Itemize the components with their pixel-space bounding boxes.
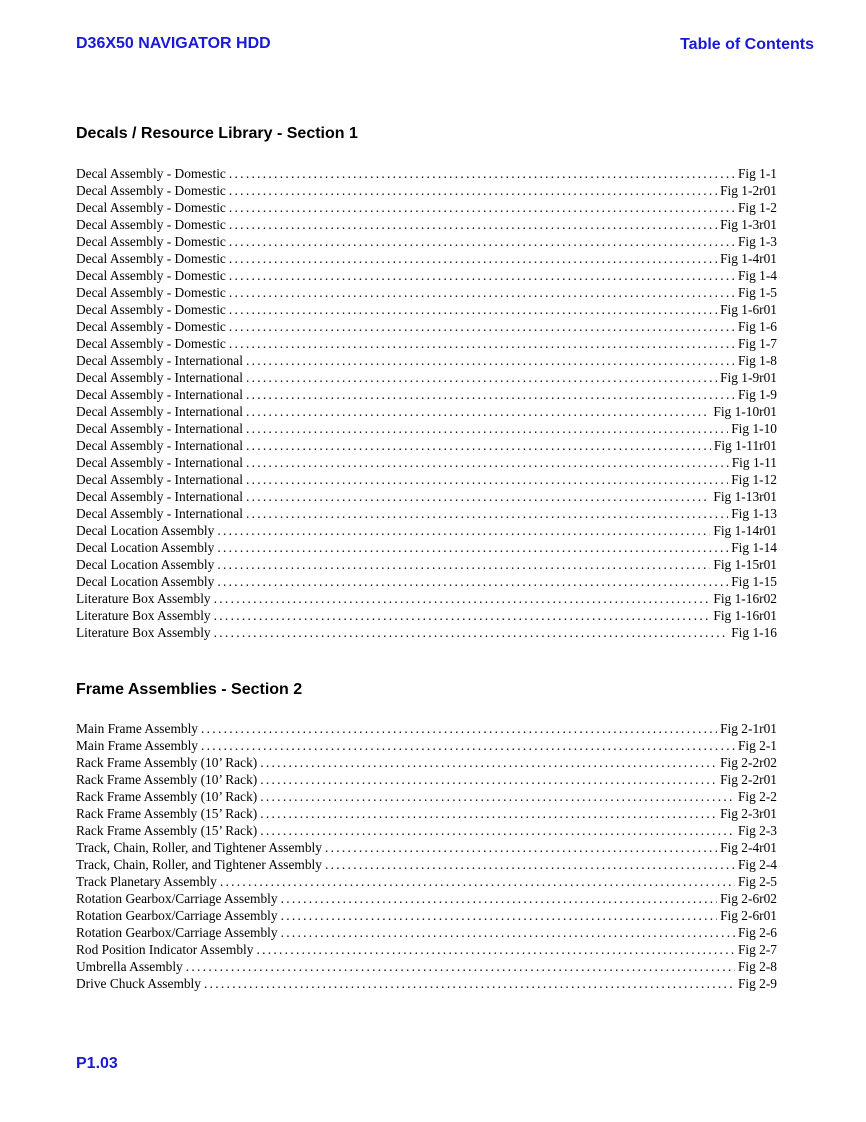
toc-dot-leader — [214, 590, 711, 607]
toc-dot-leader — [256, 941, 735, 958]
section-1-toc-list — [76, 165, 777, 641]
toc-entry-label: Literature Box Assembly — [76, 625, 211, 640]
toc-entry-figure-ref: Fig 1-11r01 — [713, 438, 777, 453]
toc-dot-leader — [229, 165, 735, 182]
toc-entry-figure-ref: Fig 2-6r01 — [720, 908, 777, 923]
toc-entry-label: Decal Location Assembly — [76, 557, 215, 572]
toc-entry[interactable] — [76, 522, 777, 539]
toc-dot-leader — [229, 182, 717, 199]
toc-entry[interactable] — [76, 805, 777, 822]
toc-entry-figure-ref: Fig 1-13 — [731, 506, 777, 521]
toc-entry-figure-ref: Fig 1-3r01 — [720, 217, 777, 232]
toc-entry-figure-ref: Fig 2-9 — [737, 976, 777, 991]
toc-entry-figure-ref: Fig 1-16r02 — [713, 591, 777, 606]
section-2-toc-list — [76, 720, 777, 992]
document-title: D36X50 NAVIGATOR HDD — [76, 35, 271, 52]
toc-entry-figure-ref: Fig 1-1 — [737, 166, 777, 181]
toc-dot-leader — [246, 420, 728, 437]
toc-entry[interactable] — [76, 488, 777, 505]
toc-dot-leader — [246, 403, 710, 420]
toc-entry[interactable] — [76, 454, 777, 471]
toc-entry-figure-ref: Fig 1-2 — [737, 200, 777, 215]
toc-entry[interactable] — [76, 335, 777, 352]
toc-entry[interactable] — [76, 556, 777, 573]
toc-entry-figure-ref: Fig 2-7 — [737, 942, 777, 957]
toc-entry-label: Track, Chain, Roller, and Tightener Assembly — [76, 857, 322, 872]
toc-entry-label: Decal Assembly - International — [76, 506, 243, 521]
toc-entry-label: Rack Frame Assembly (15’ Rack) — [76, 806, 258, 821]
toc-entry[interactable] — [76, 907, 777, 924]
toc-dot-leader — [246, 488, 710, 505]
toc-entry-label: Decal Assembly - International — [76, 404, 243, 419]
toc-entry-figure-ref: Fig 1-4r01 — [720, 251, 777, 266]
toc-entry-figure-ref: Fig 2-2r01 — [720, 772, 777, 787]
toc-dot-leader — [229, 199, 735, 216]
toc-entry-label: Rack Frame Assembly (10’ Rack) — [76, 789, 258, 804]
toc-entry[interactable] — [76, 165, 777, 182]
toc-entry-label: Decal Assembly - International — [76, 353, 243, 368]
toc-entry-figure-ref: Fig 2-5 — [737, 874, 777, 889]
toc-entry-label: Drive Chuck Assembly — [76, 976, 201, 991]
toc-entry-figure-ref: Fig 1-14r01 — [713, 523, 777, 538]
toc-entry-figure-ref: Fig 1-9 — [737, 387, 777, 402]
toc-dot-leader — [229, 318, 735, 335]
toc-dot-leader — [281, 907, 718, 924]
toc-entry-figure-ref: Fig 1-11 — [731, 455, 777, 470]
toc-entry-figure-ref: Fig 1-10 — [731, 421, 777, 436]
toc-entry-figure-ref: Fig 1-15r01 — [713, 557, 777, 572]
toc-entry[interactable] — [76, 754, 777, 771]
toc-dot-leader — [201, 737, 735, 754]
toc-entry[interactable] — [76, 720, 777, 737]
toc-entry-label: Decal Assembly - International — [76, 455, 243, 470]
toc-entry-figure-ref: Fig 1-15 — [731, 574, 777, 589]
toc-entry-figure-ref: Fig 2-6r02 — [720, 891, 777, 906]
toc-entry-label: Decal Assembly - Domestic — [76, 336, 226, 351]
toc-entry[interactable] — [76, 369, 777, 386]
toc-entry-label: Decal Location Assembly — [76, 540, 215, 555]
toc-entry-label: Decal Assembly - Domestic — [76, 268, 226, 283]
toc-dot-leader — [217, 539, 728, 556]
toc-entry-label: Umbrella Assembly — [76, 959, 183, 974]
toc-entry[interactable] — [76, 420, 777, 437]
toc-dot-leader — [246, 352, 735, 369]
toc-dot-leader — [281, 890, 718, 907]
toc-entry[interactable] — [76, 284, 777, 301]
toc-dot-leader — [260, 788, 735, 805]
toc-entry-label: Decal Assembly - International — [76, 387, 243, 402]
toc-entry-label: Decal Assembly - Domestic — [76, 251, 226, 266]
toc-entry-figure-ref: Fig 2-4r01 — [720, 840, 777, 855]
toc-entry[interactable] — [76, 590, 777, 607]
toc-entry[interactable] — [76, 301, 777, 318]
toc-entry[interactable] — [76, 437, 777, 454]
toc-entry[interactable] — [76, 941, 777, 958]
toc-entry[interactable] — [76, 624, 777, 641]
toc-dot-leader — [246, 505, 728, 522]
section-2-title: Frame Assemblies - Section 2 — [76, 681, 303, 698]
toc-dot-leader — [229, 335, 735, 352]
toc-entry[interactable] — [76, 386, 777, 403]
toc-dot-leader — [246, 437, 711, 454]
toc-entry[interactable] — [76, 737, 777, 754]
toc-entry[interactable] — [76, 250, 777, 267]
toc-entry[interactable] — [76, 856, 777, 873]
toc-entry-label: Literature Box Assembly — [76, 591, 211, 606]
toc-dot-leader — [217, 573, 728, 590]
toc-entry-label: Main Frame Assembly — [76, 721, 198, 736]
toc-entry-label: Decal Location Assembly — [76, 574, 215, 589]
toc-entry[interactable] — [76, 182, 777, 199]
toc-entry-label: Rotation Gearbox/Carriage Assembly — [76, 908, 278, 923]
toc-entry-label: Main Frame Assembly — [76, 738, 198, 753]
toc-entry[interactable] — [76, 505, 777, 522]
toc-entry-figure-ref: Fig 1-10r01 — [713, 404, 777, 419]
toc-entry-label: Decal Assembly - Domestic — [76, 302, 226, 317]
toc-entry-label: Rod Position Indicator Assembly — [76, 942, 254, 957]
toc-entry[interactable] — [76, 771, 777, 788]
toc-entry-figure-ref: Fig 2-2 — [737, 789, 777, 804]
toc-entry[interactable] — [76, 352, 777, 369]
toc-entry[interactable] — [76, 403, 777, 420]
toc-entry[interactable] — [76, 471, 777, 488]
toc-dot-leader — [325, 856, 735, 873]
toc-entry[interactable] — [76, 822, 777, 839]
toc-dot-leader — [217, 556, 710, 573]
toc-entry-figure-ref: Fig 2-2r02 — [720, 755, 777, 770]
toc-dot-leader — [229, 267, 735, 284]
toc-dot-leader — [260, 754, 717, 771]
toc-entry[interactable] — [76, 788, 777, 805]
toc-entry-figure-ref: Fig 1-9r01 — [720, 370, 777, 385]
toc-dot-leader — [229, 250, 717, 267]
toc-entry-label: Track Planetary Assembly — [76, 874, 217, 889]
page-number: P1.03 — [76, 1055, 118, 1072]
toc-entry-label: Track, Chain, Roller, and Tightener Assembly — [76, 840, 322, 855]
toc-entry[interactable] — [76, 233, 777, 250]
toc-entry-label: Decal Assembly - Domestic — [76, 285, 226, 300]
toc-dot-leader — [214, 607, 711, 624]
toc-entry-figure-ref: Fig 1-5 — [737, 285, 777, 300]
toc-entry[interactable] — [76, 839, 777, 856]
toc-entry-figure-ref: Fig 1-4 — [737, 268, 777, 283]
toc-entry-label: Decal Assembly - International — [76, 472, 243, 487]
toc-dot-leader — [220, 873, 735, 890]
toc-entry[interactable] — [76, 873, 777, 890]
toc-entry-figure-ref: Fig 1-13r01 — [713, 489, 777, 504]
toc-entry-figure-ref: Fig 2-3 — [737, 823, 777, 838]
toc-entry[interactable] — [76, 539, 777, 556]
toc-entry-figure-ref: Fig 1-6r01 — [720, 302, 777, 317]
toc-dot-leader — [229, 284, 735, 301]
toc-entry[interactable] — [76, 958, 777, 975]
section-1-title: Decals / Resource Library - Section 1 — [76, 125, 358, 142]
toc-entry-label: Decal Assembly - Domestic — [76, 319, 226, 334]
toc-entry-figure-ref: Fig 1-8 — [737, 353, 777, 368]
toc-entry-figure-ref: Fig 1-3 — [737, 234, 777, 249]
toc-entry-label: Decal Assembly - International — [76, 421, 243, 436]
toc-entry-label: Decal Location Assembly — [76, 523, 215, 538]
toc-entry-label: Decal Assembly - Domestic — [76, 217, 226, 232]
toc-entry-label: Decal Assembly - Domestic — [76, 183, 226, 198]
toc-dot-leader — [246, 369, 717, 386]
toc-entry[interactable] — [76, 199, 777, 216]
toc-entry-label: Rack Frame Assembly (10’ Rack) — [76, 772, 258, 787]
toc-entry-label: Rotation Gearbox/Carriage Assembly — [76, 891, 278, 906]
toc-entry[interactable] — [76, 573, 777, 590]
toc-entry-label: Rack Frame Assembly (15’ Rack) — [76, 823, 258, 838]
toc-entry-figure-ref: Fig 1-7 — [737, 336, 777, 351]
toc-entry-label: Decal Assembly - Domestic — [76, 200, 226, 215]
toc-dot-leader — [260, 822, 735, 839]
toc-dot-leader — [260, 771, 717, 788]
toc-entry-figure-ref: Fig 2-6 — [737, 925, 777, 940]
toc-dot-leader — [246, 471, 728, 488]
toc-entry-figure-ref: Fig 1-6 — [737, 319, 777, 334]
toc-entry-label: Decal Assembly - International — [76, 489, 243, 504]
toc-dot-leader — [201, 720, 717, 737]
toc-entry-label: Decal Assembly - Domestic — [76, 234, 226, 249]
toc-dot-leader — [229, 301, 717, 318]
toc-dot-leader — [325, 839, 717, 856]
toc-entry-figure-ref: Fig 1-16r01 — [713, 608, 777, 623]
toc-dot-leader — [229, 233, 735, 250]
toc-entry-label: Rack Frame Assembly (10’ Rack) — [76, 755, 258, 770]
toc-entry-figure-ref: Fig 2-3r01 — [720, 806, 777, 821]
table-of-contents-heading: Table of Contents — [680, 36, 814, 53]
toc-dot-leader — [260, 805, 717, 822]
toc-entry-figure-ref: Fig 1-12 — [731, 472, 777, 487]
toc-entry-label: Literature Box Assembly — [76, 608, 211, 623]
toc-entry-figure-ref: Fig 2-1 — [737, 738, 777, 753]
toc-entry-figure-ref: Fig 2-1r01 — [720, 721, 777, 736]
toc-entry-figure-ref: Fig 1-16 — [731, 625, 777, 640]
toc-dot-leader — [217, 522, 710, 539]
toc-entry-label: Decal Assembly - International — [76, 438, 243, 453]
toc-entry-figure-ref: Fig 2-4 — [737, 857, 777, 872]
toc-entry-label: Decal Assembly - Domestic — [76, 166, 226, 181]
toc-entry-label: Decal Assembly - International — [76, 370, 243, 385]
toc-dot-leader — [214, 624, 729, 641]
toc-entry-figure-ref: Fig 1-2r01 — [720, 183, 777, 198]
toc-entry-figure-ref: Fig 2-8 — [737, 959, 777, 974]
toc-entry-label: Rotation Gearbox/Carriage Assembly — [76, 925, 278, 940]
toc-dot-leader — [229, 216, 717, 233]
toc-entry[interactable] — [76, 607, 777, 624]
toc-dot-leader — [204, 975, 735, 992]
toc-entry[interactable] — [76, 924, 777, 941]
toc-dot-leader — [246, 454, 729, 471]
toc-entry[interactable] — [76, 216, 777, 233]
toc-entry[interactable] — [76, 975, 777, 992]
toc-dot-leader — [281, 924, 735, 941]
toc-entry[interactable] — [76, 890, 777, 907]
toc-dot-leader — [186, 958, 735, 975]
toc-entry[interactable] — [76, 267, 777, 284]
toc-entry-figure-ref: Fig 1-14 — [731, 540, 777, 555]
toc-dot-leader — [246, 386, 735, 403]
toc-entry[interactable] — [76, 318, 777, 335]
